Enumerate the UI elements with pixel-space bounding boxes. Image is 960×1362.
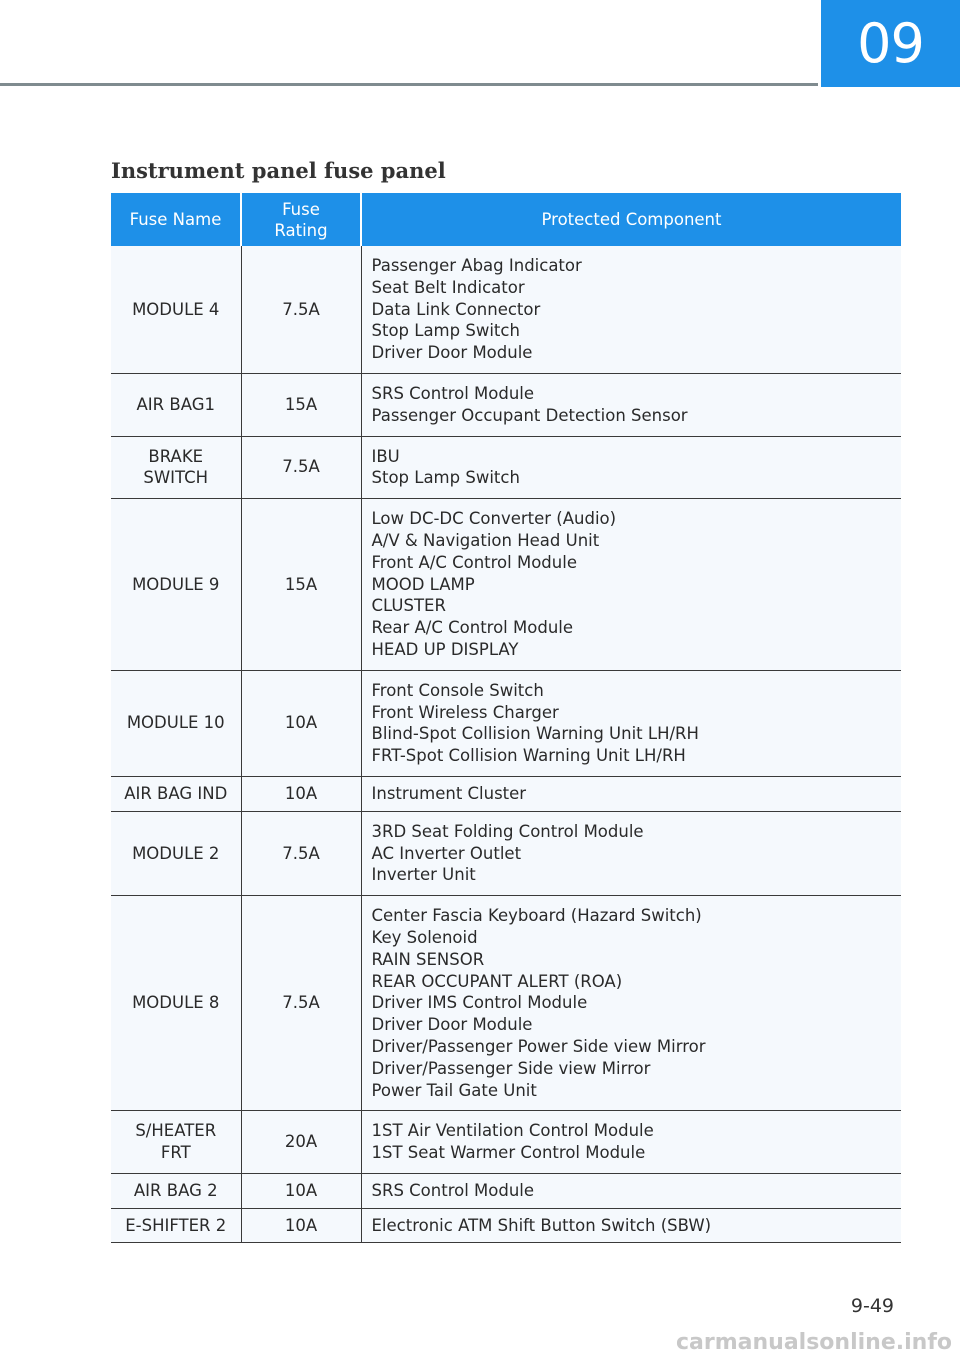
- protected-component: Instrument Cluster: [371, 783, 527, 803]
- fuse-name-cell: [111, 246, 241, 373]
- protected-component: RAIN SENSOR: [371, 949, 485, 969]
- header-fuse-rating-line: Fuse: [282, 199, 320, 219]
- table-header: [111, 193, 901, 246]
- fuse-rating: 20A: [241, 1111, 361, 1174]
- protected-component-cell: [361, 373, 901, 436]
- fuse-rating: 7.5A: [241, 436, 361, 499]
- fuse-name: AIR BAG 2: [133, 1180, 218, 1200]
- table-row: [111, 1208, 901, 1243]
- top-rule: [0, 83, 818, 86]
- protected-component: 1ST Seat Warmer Control Module: [371, 1143, 646, 1163]
- fuse-name: AIR BAG IND: [124, 783, 228, 803]
- fuse-name-cell: [111, 1173, 241, 1208]
- fuse-name-cell: [111, 811, 241, 895]
- fuse-rating: 15A: [241, 373, 361, 436]
- fuse-name: MODULE 2: [132, 843, 220, 863]
- protected-component: Front A/C Control Module: [371, 552, 577, 572]
- fuse-name-cell: [111, 499, 241, 671]
- fuse-name-cell: [111, 1111, 241, 1174]
- protected-component: Electronic ATM Shift Button Switch (SBW): [371, 1215, 712, 1235]
- protected-component: HEAD UP DISPLAY: [371, 639, 519, 659]
- header-fuse-name: Fuse Name: [111, 193, 241, 246]
- protected-component: Driver/Passenger Side view Mirror: [371, 1058, 651, 1078]
- protected-component: REAR OCCUPANT ALERT (ROA): [371, 971, 623, 991]
- protected-component-cell: [361, 436, 901, 499]
- fuse-name-cell: [111, 776, 241, 811]
- fuse-rating: 10A: [241, 1208, 361, 1243]
- protected-component: 3RD Seat Folding Control Module: [371, 821, 644, 841]
- fuse-name: MODULE 4: [132, 299, 220, 319]
- fuse-name: MODULE 10: [126, 713, 225, 733]
- protected-component-cell: [361, 499, 901, 671]
- fuse-rating: 7.5A: [241, 811, 361, 895]
- fuse-name: BRAKE: [148, 446, 204, 466]
- fuse-name-cell: [111, 670, 241, 776]
- protected-component: Passenger Occupant Detection Sensor: [371, 405, 688, 425]
- watermark: carmanualsonline.info: [676, 1330, 952, 1355]
- chapter-tab: 09: [821, 0, 960, 87]
- table-row: [111, 670, 901, 776]
- fuse-rating: 10A: [241, 670, 361, 776]
- table-row: [111, 1111, 901, 1174]
- protected-component: Driver Door Module: [371, 1015, 533, 1035]
- fuse-name: FRT: [160, 1143, 191, 1163]
- header-fuse-rating-line: Rating: [274, 220, 328, 240]
- fuse-name-cell: [111, 373, 241, 436]
- table-row: [111, 246, 901, 373]
- protected-component: Rear A/C Control Module: [371, 618, 574, 638]
- protected-component: A/V & Navigation Head Unit: [371, 530, 600, 550]
- protected-component: Low DC-DC Converter (Audio): [371, 509, 617, 529]
- table-row: [111, 896, 901, 1111]
- protected-component: FRT-Spot Collision Warning Unit LH/RH: [371, 746, 686, 766]
- protected-component: SRS Control Module: [371, 1180, 535, 1200]
- protected-component: AC Inverter Outlet: [371, 843, 522, 863]
- protected-component: Passenger Abag Indicator: [371, 256, 582, 275]
- fuse-name: MODULE 8: [132, 993, 220, 1013]
- fuse-rating: 10A: [241, 1173, 361, 1208]
- table-row: [111, 499, 901, 671]
- protected-component: Driver Door Module: [371, 343, 533, 363]
- protected-component: Driver IMS Control Module: [371, 993, 588, 1013]
- fuse-name-cell: [111, 896, 241, 1111]
- protected-component: Power Tail Gate Unit: [371, 1080, 537, 1100]
- protected-component: CLUSTER: [371, 596, 446, 616]
- fuse-name-cell: [111, 1208, 241, 1243]
- fuse-name-cell: [111, 436, 241, 499]
- protected-component-cell: [361, 896, 901, 1111]
- table-row: [111, 373, 901, 436]
- protected-component-cell: [361, 246, 901, 373]
- table-body: [111, 246, 901, 1243]
- table-row: [111, 1173, 901, 1208]
- fuse-name: MODULE 9: [132, 574, 220, 594]
- protected-component: Front Wireless Charger: [371, 702, 559, 722]
- section-title: Instrument panel fuse panel: [111, 158, 446, 183]
- header-protected-component: Protected Component: [361, 193, 901, 246]
- protected-component: IBU: [371, 446, 400, 466]
- fuse-rating: 15A: [241, 499, 361, 671]
- protected-component: Stop Lamp Switch: [371, 321, 520, 341]
- protected-component-cell: [361, 670, 901, 776]
- fuse-rating: 7.5A: [241, 246, 361, 373]
- header-fuse-rating: [241, 193, 361, 246]
- protected-component: SRS Control Module: [371, 383, 535, 403]
- fuse-rating: 7.5A: [241, 896, 361, 1111]
- protected-component: Stop Lamp Switch: [371, 468, 520, 488]
- protected-component: Blind-Spot Collision Warning Unit LH/RH: [371, 724, 699, 744]
- protected-component: Driver/Passenger Power Side view Mirror: [371, 1036, 706, 1056]
- protected-component-cell: [361, 1111, 901, 1174]
- protected-component-cell: [361, 776, 901, 811]
- protected-component-cell: [361, 1173, 901, 1208]
- table-row: [111, 811, 901, 895]
- protected-component: Seat Belt Indicator: [371, 277, 525, 297]
- protected-component-cell: [361, 811, 901, 895]
- protected-component: MOOD LAMP: [371, 574, 475, 594]
- fuse-name: SWITCH: [143, 468, 209, 488]
- page-number: 9-49: [850, 1295, 894, 1317]
- table-row: [111, 776, 901, 811]
- protected-component: Key Solenoid: [371, 927, 478, 947]
- fuse-rating: 10A: [241, 776, 361, 811]
- protected-component: Inverter Unit: [371, 865, 476, 885]
- fuse-table: [111, 193, 901, 1243]
- fuse-name: AIR BAG1: [136, 394, 215, 414]
- protected-component: 1ST Air Ventilation Control Module: [371, 1121, 654, 1141]
- fuse-name: E-SHIFTER 2: [125, 1215, 227, 1235]
- protected-component: Front Console Switch: [371, 680, 544, 700]
- table-row: [111, 436, 901, 499]
- fuse-name: S/HEATER: [135, 1121, 217, 1141]
- protected-component-cell: [361, 1208, 901, 1243]
- protected-component: Data Link Connector: [371, 299, 541, 319]
- protected-component: Center Fascia Keyboard (Hazard Switch): [371, 906, 702, 926]
